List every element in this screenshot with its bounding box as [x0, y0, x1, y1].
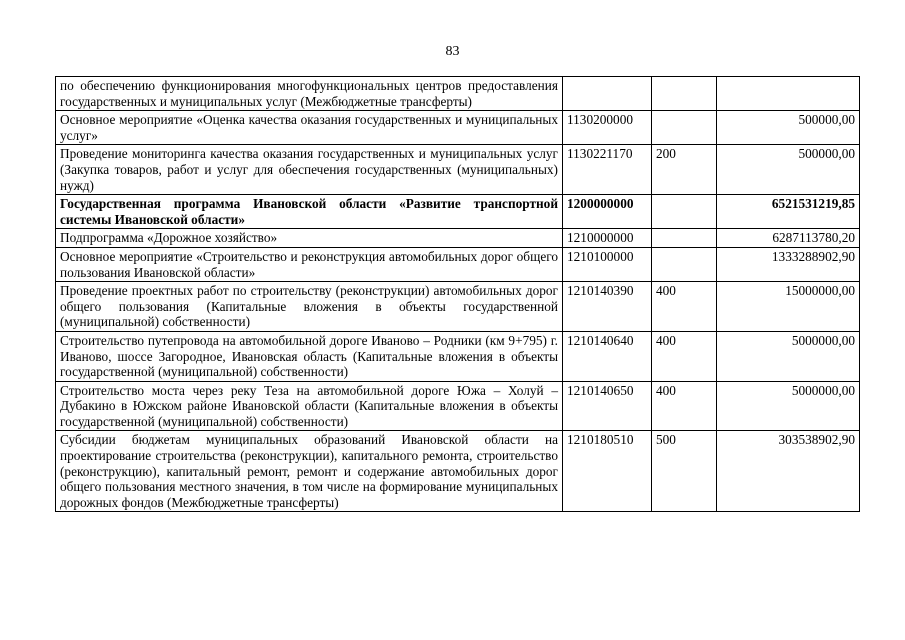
row-expense-type — [652, 247, 717, 281]
row-expense-type — [652, 77, 717, 111]
row-expense-type: 400 — [652, 331, 717, 381]
row-name: Строительство путепровода на автомобильной дороге Иваново – Родники (км 9+795) г. Иваново, шоссе Загородное, Ивановская область (Капитальные вложения в объекты государственной (муниципальной) собственности) — [56, 331, 563, 381]
table-row — [56, 247, 860, 281]
table-row — [56, 381, 860, 431]
row-expense-type: 200 — [652, 145, 717, 195]
row-sum: 5000000,00 — [717, 331, 860, 381]
row-code: 1130221170 — [563, 145, 652, 195]
row-name: Проведение мониторинга качества оказания государственных и муниципальных услуг (Закупка товаров, работ и услуг для обеспечения государственных (муниципальных) нужд) — [56, 145, 563, 195]
row-code: 1210140640 — [563, 331, 652, 381]
table-row — [56, 331, 860, 381]
table-row — [56, 195, 860, 229]
row-sum: 6287113780,20 — [717, 229, 860, 248]
row-expense-type — [652, 195, 717, 229]
row-name: Государственная программа Ивановской области «Развитие транспортной системы Ивановской области» — [56, 195, 563, 229]
row-code — [563, 77, 652, 111]
row-sum: 500000,00 — [717, 145, 860, 195]
row-sum: 1333288902,90 — [717, 247, 860, 281]
row-code: 1210000000 — [563, 229, 652, 248]
row-sum: 303538902,90 — [717, 431, 860, 512]
row-code: 1210140390 — [563, 282, 652, 332]
row-expense-type — [652, 111, 717, 145]
row-name: Проведение проектных работ по строительству (реконструкции) автомобильных дорог общего пользования (Капитальные вложения в объекты государственной (муниципальной) собственности) — [56, 282, 563, 332]
budget-table — [55, 76, 860, 512]
row-expense-type: 400 — [652, 282, 717, 332]
row-name: Субсидии бюджетам муниципальных образований Ивановской области на проектирование строительства (реконструкции), капитального ремонта, строительство (реконструкцию), капитальный ремонт, ремонт и содержание автомобильных дорог общего пользования местного значения, в том числе на формирование муниципальных дорожных фондов (Межбюджетные трансферты) — [56, 431, 563, 512]
row-expense-type: 400 — [652, 381, 717, 431]
table-row — [56, 145, 860, 195]
row-sum: 15000000,00 — [717, 282, 860, 332]
page-number: 83 — [445, 44, 460, 59]
row-name: Основное мероприятие «Строительство и реконструкция автомобильных дорог общего пользования Ивановской области» — [56, 247, 563, 281]
row-sum: 6521531219,85 — [717, 195, 860, 229]
row-sum: 500000,00 — [717, 111, 860, 145]
table-row — [56, 282, 860, 332]
row-code: 1200000000 — [563, 195, 652, 229]
table-row — [56, 111, 860, 145]
table-row — [56, 77, 860, 111]
row-expense-type — [652, 229, 717, 248]
row-code: 1210180510 — [563, 431, 652, 512]
row-expense-type: 500 — [652, 431, 717, 512]
row-sum: 5000000,00 — [717, 381, 860, 431]
row-name: Строительство моста через реку Теза на автомобильной дороге Южа – Холуй – Дубакино в Южском районе Ивановской области (Капитальные вложения в объекты государственной (муниципальной) собственности) — [56, 381, 563, 431]
table-row — [56, 431, 860, 512]
row-name: Подпрограмма «Дорожное хозяйство» — [56, 229, 563, 248]
table-row — [56, 229, 860, 248]
row-code: 1210100000 — [563, 247, 652, 281]
row-name: по обеспечению функционирования многофункциональных центров предоставления государственных и муниципальных услуг (Межбюджетные трансферты) — [56, 77, 563, 111]
row-name: Основное мероприятие «Оценка качества оказания государственных и муниципальных услуг» — [56, 111, 563, 145]
row-sum — [717, 77, 860, 111]
row-code: 1210140650 — [563, 381, 652, 431]
row-code: 1130200000 — [563, 111, 652, 145]
